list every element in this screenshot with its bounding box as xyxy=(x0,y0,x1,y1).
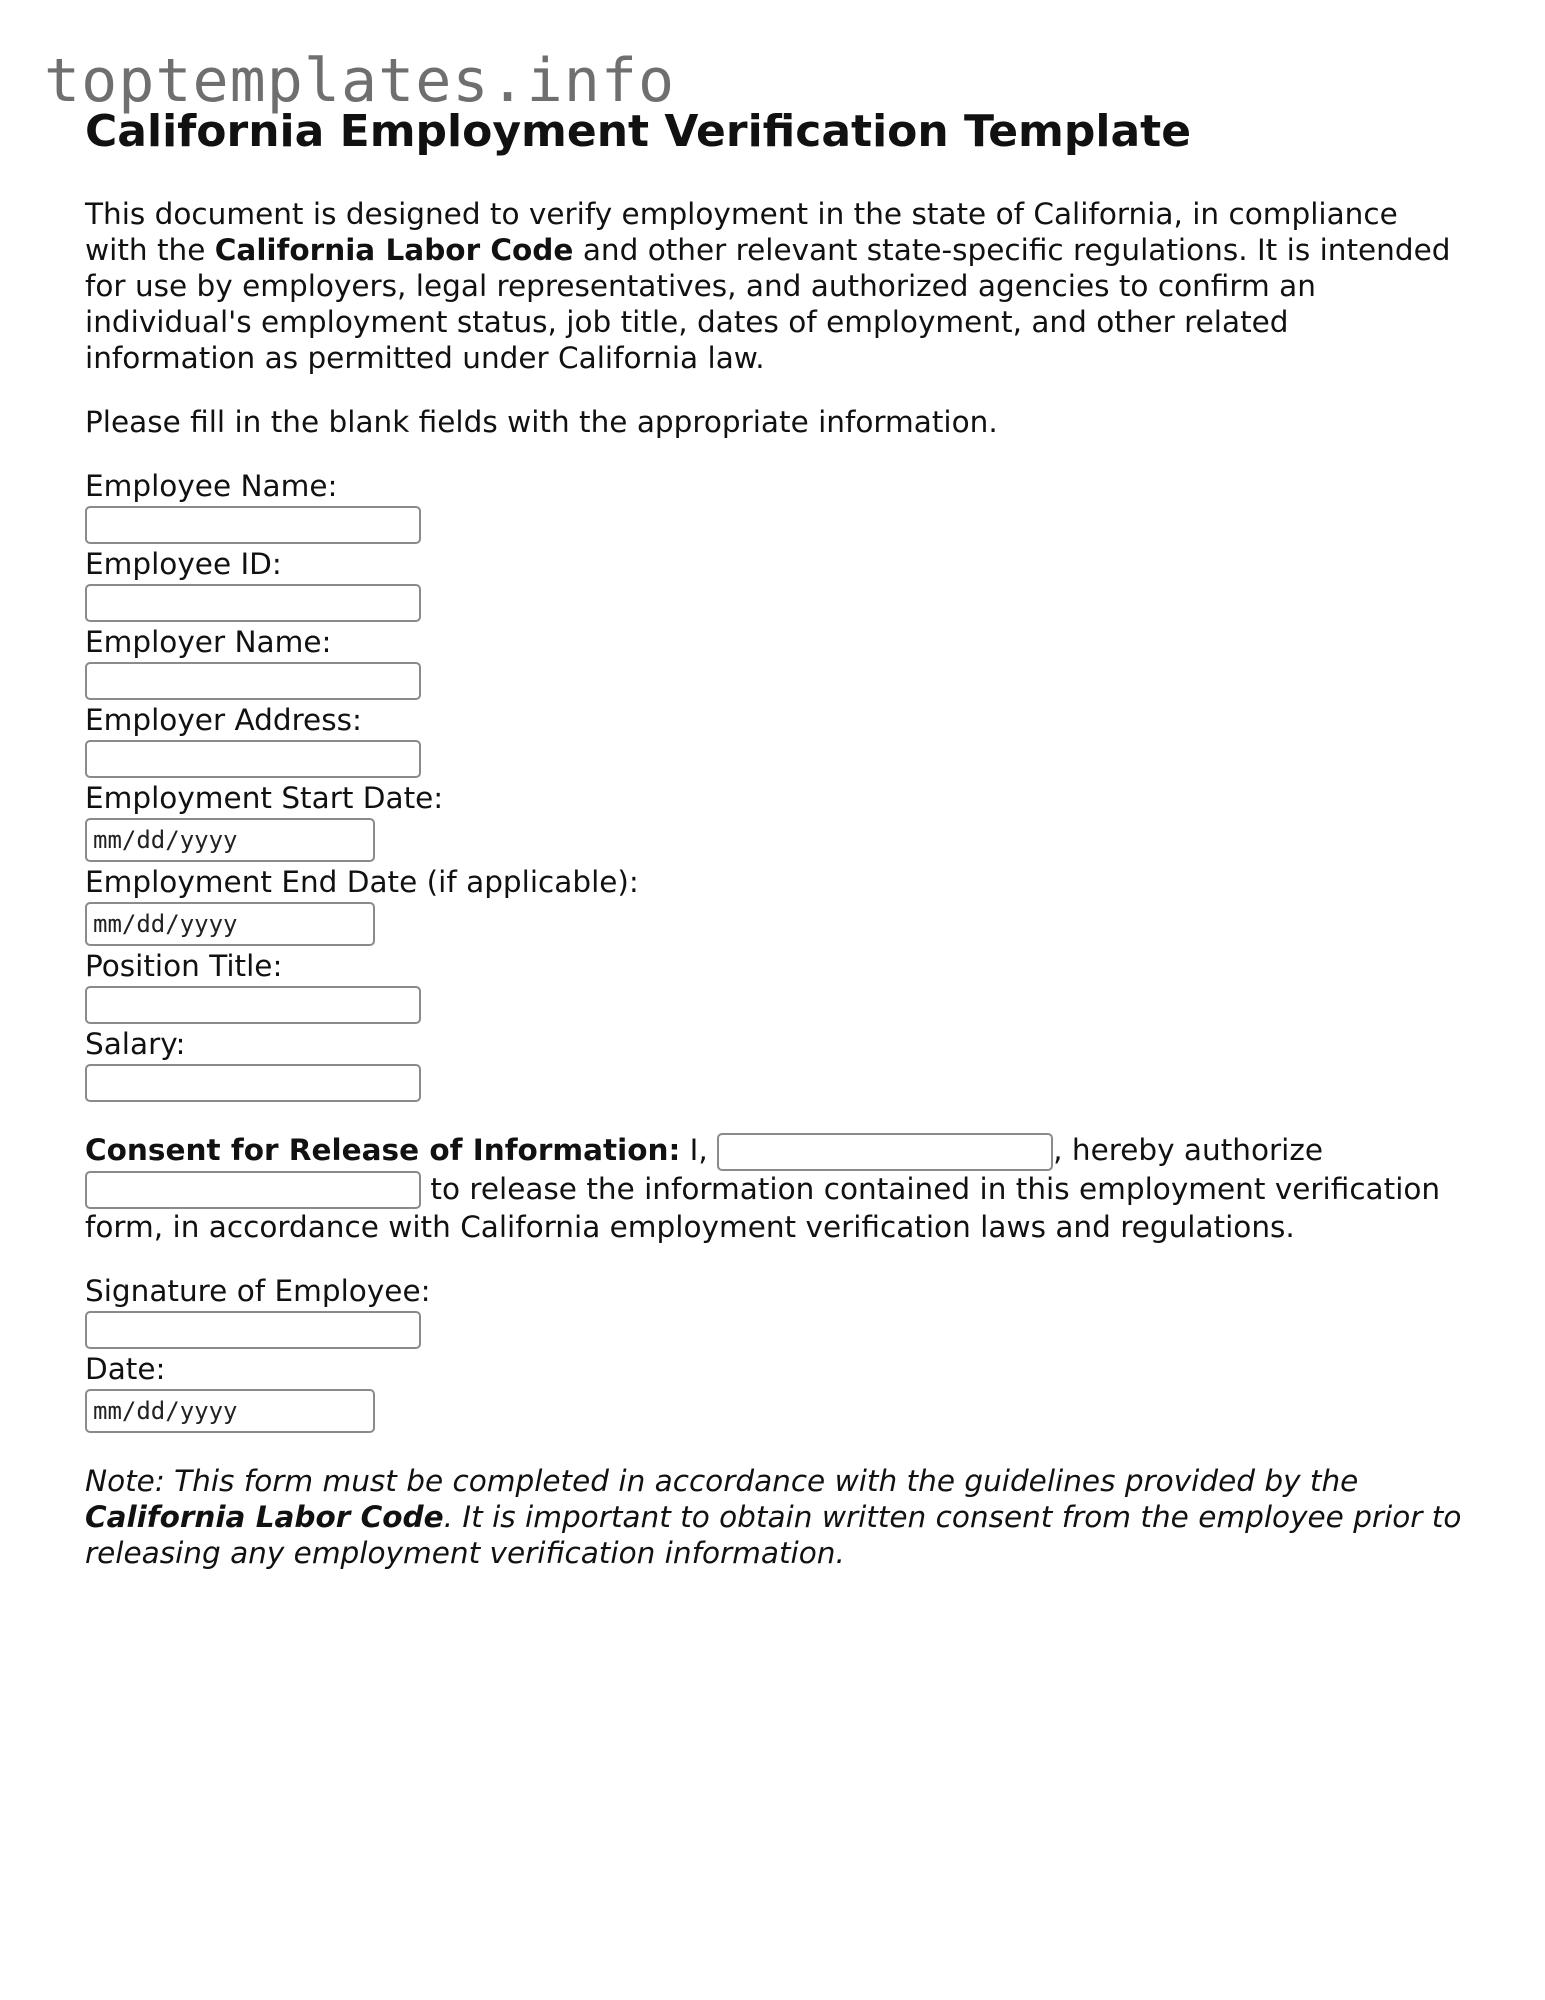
start-date-label: Employment Start Date: xyxy=(85,781,444,815)
signature-fields xyxy=(85,1273,1465,1433)
employer-address-input[interactable] xyxy=(85,740,421,778)
position-title-label: Position Title: xyxy=(85,949,283,983)
intro-text-1: This document is designed to verify employment in the state of California, in compliance with the xyxy=(85,197,1398,267)
employee-id-input[interactable] xyxy=(85,584,421,622)
instruction-text: Please fill in the blank fields with the appropriate information. xyxy=(85,405,998,439)
start-date-input[interactable]: mm/dd/yyyy xyxy=(85,818,375,862)
employer-name-input[interactable] xyxy=(85,662,421,700)
intro-paragraph xyxy=(85,196,1465,376)
employer-name-label: Employer Name: xyxy=(85,625,332,659)
consent-text-2: , hereby authorize xyxy=(1053,1133,1323,1167)
employee-name-input[interactable] xyxy=(85,506,421,544)
consent-heading: Consent for Release of Information: xyxy=(85,1133,681,1167)
consent-authorized-party-input[interactable] xyxy=(85,1171,421,1209)
consent-text-3: to release the information contained in this employment verification form, in accordance with California employment verification laws and regulations. xyxy=(85,1171,1441,1244)
consent-paragraph xyxy=(85,1132,1465,1245)
note-text-1: Note: This form must be completed in accordance with the guidelines provided by the xyxy=(85,1464,1359,1498)
employee-id-label: Employee ID: xyxy=(85,547,282,581)
signature-date-input[interactable]: mm/dd/yyyy xyxy=(85,1389,375,1433)
consent-text-1: I, xyxy=(680,1133,718,1167)
position-title-input[interactable] xyxy=(85,986,421,1024)
employee-fields xyxy=(85,468,1465,1102)
end-date-label: Employment End Date (if applicable): xyxy=(85,865,639,899)
salary-input[interactable] xyxy=(85,1064,421,1102)
signature-input[interactable] xyxy=(85,1311,421,1349)
end-date-input[interactable]: mm/dd/yyyy xyxy=(85,902,375,946)
date-label: Date: xyxy=(85,1352,166,1386)
note-paragraph xyxy=(85,1463,1465,1571)
employee-name-label: Employee Name: xyxy=(85,469,338,503)
intro-bold-labor-code: California Labor Code xyxy=(214,233,574,267)
consent-employee-name-input[interactable] xyxy=(717,1133,1053,1171)
note-text-2: . It is important to obtain written consent from the employee prior to releasing any employment verification information. xyxy=(85,1500,1462,1570)
watermark: toptemplates.info xyxy=(44,46,676,116)
employer-address-label: Employer Address: xyxy=(85,703,362,737)
intro-text-2: and other relevant state-specific regulations. It is intended for use by employers, legal representatives, and authorized agencies to confirm an individual's employment status, job title, dates of employment, and other related information as permitted under California law. xyxy=(85,233,1451,375)
salary-label: Salary: xyxy=(85,1027,186,1061)
note-bold-labor-code: California Labor Code xyxy=(85,1500,444,1534)
signature-label: Signature of Employee: xyxy=(85,1274,431,1308)
page-title: California Employment Verification Template xyxy=(85,106,1192,157)
document-page xyxy=(85,104,1465,1571)
